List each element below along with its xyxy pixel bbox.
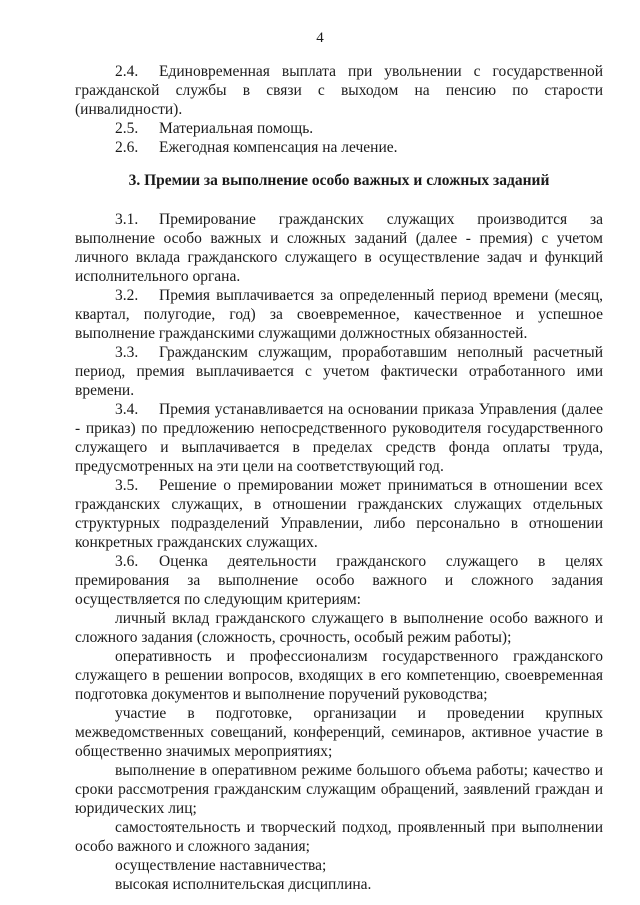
- criterion-item: оперативность и профессионализм государственного гражданского служащего в решении вопросов, входящих в его компетенцию, своевременная подготовка документов и выполнение поручений руководства;: [75, 648, 603, 703]
- paragraph-3-4: [75, 400, 603, 476]
- item-number: 2.4.: [115, 63, 139, 80]
- paragraph-3-1: [75, 210, 603, 286]
- criterion-item: высокая исполнительская дисциплина.: [115, 876, 372, 893]
- item-text: Премия устанавливается на основании приказа Управления (далее - приказ) по предложению непосредственного руководителя государственного служащего и выплачивается в пределах средств фонда оплаты труда, предусмотренных на эти цели на соответствующий год.: [75, 401, 603, 475]
- item-number: 2.6.: [115, 139, 139, 156]
- item-text: Гражданским служащим, проработавшим неполный расчетный период, премия выплачивается с учетом фактически отработанного ими времени.: [75, 344, 603, 399]
- item-number: 3.3.: [115, 344, 139, 361]
- item-text: Решение о премировании может приниматься в отношении всех гражданских служащих, в отношении гражданских служащих отдельных структурных подразделений Управлении, либо персонально в отношении конкретных гражданских служащих.: [75, 477, 603, 551]
- item-number: 3.4.: [115, 401, 139, 418]
- paragraph-3-5: [75, 476, 603, 552]
- item-number: 3.2.: [115, 287, 139, 304]
- criterion-item: осуществление наставничества;: [115, 857, 327, 874]
- criterion-item: выполнение в оперативном режиме большого объема работы; качество и сроки рассмотрения гражданским служащим обращений, заявлений граждан и юридических лиц;: [75, 762, 603, 817]
- criterion-item: участие в подготовке, организации и проведении крупных межведомственных совещаний, конференций, семинаров, активное участие в общественно значимых мероприятиях;: [75, 705, 603, 760]
- paragraph-2-5: [75, 119, 603, 138]
- document-body: [75, 62, 603, 894]
- item-text: Премирование гражданских служащих производится за выполнение особо важных и сложных заданий (далее - премия) с учетом личного вклада гражданского служащего в осуществление задач и функций исполнительного органа.: [75, 211, 603, 285]
- item-text: Единовременная выплата при увольнении с государственной гражданской службы в связи с выходом на пенсию по старости (инвалидности).: [75, 63, 603, 118]
- item-number: 3.5.: [115, 477, 139, 494]
- item-text: Ежегодная компенсация на лечение.: [159, 139, 398, 156]
- paragraph-3-2: [75, 286, 603, 343]
- section-heading: 3. Премии за выполнение особо важных и сложных заданий: [128, 172, 550, 189]
- paragraph-3-6: [75, 552, 603, 609]
- paragraph-2-4: [75, 62, 603, 119]
- page-number: 4: [316, 30, 324, 46]
- item-number: 3.1.: [115, 211, 139, 228]
- paragraph-3-3: [75, 343, 603, 400]
- item-text: Материальная помощь.: [159, 120, 314, 137]
- item-text: Премия выплачивается за определенный период времени (месяц, квартал, полугодие, год) за своевременное, качественное и успешное выполнение гражданскими служащими должностных обязанностей.: [75, 287, 603, 342]
- item-text: Оценка деятельности гражданского служащего в целях премирования за выполнение особо важного и сложного задания осуществляется по следующим критериям:: [75, 553, 603, 608]
- criterion-item: личный вклад гражданского служащего в выполнение особо важного и сложного задания (сложность, срочность, особый режим работы);: [75, 610, 603, 646]
- paragraph-2-6: [75, 138, 603, 157]
- item-number: 3.6.: [115, 553, 139, 570]
- criterion-item: самостоятельность и творческий подход, проявленный при выполнении особо важного и сложного задания;: [75, 819, 603, 855]
- item-number: 2.5.: [115, 120, 139, 137]
